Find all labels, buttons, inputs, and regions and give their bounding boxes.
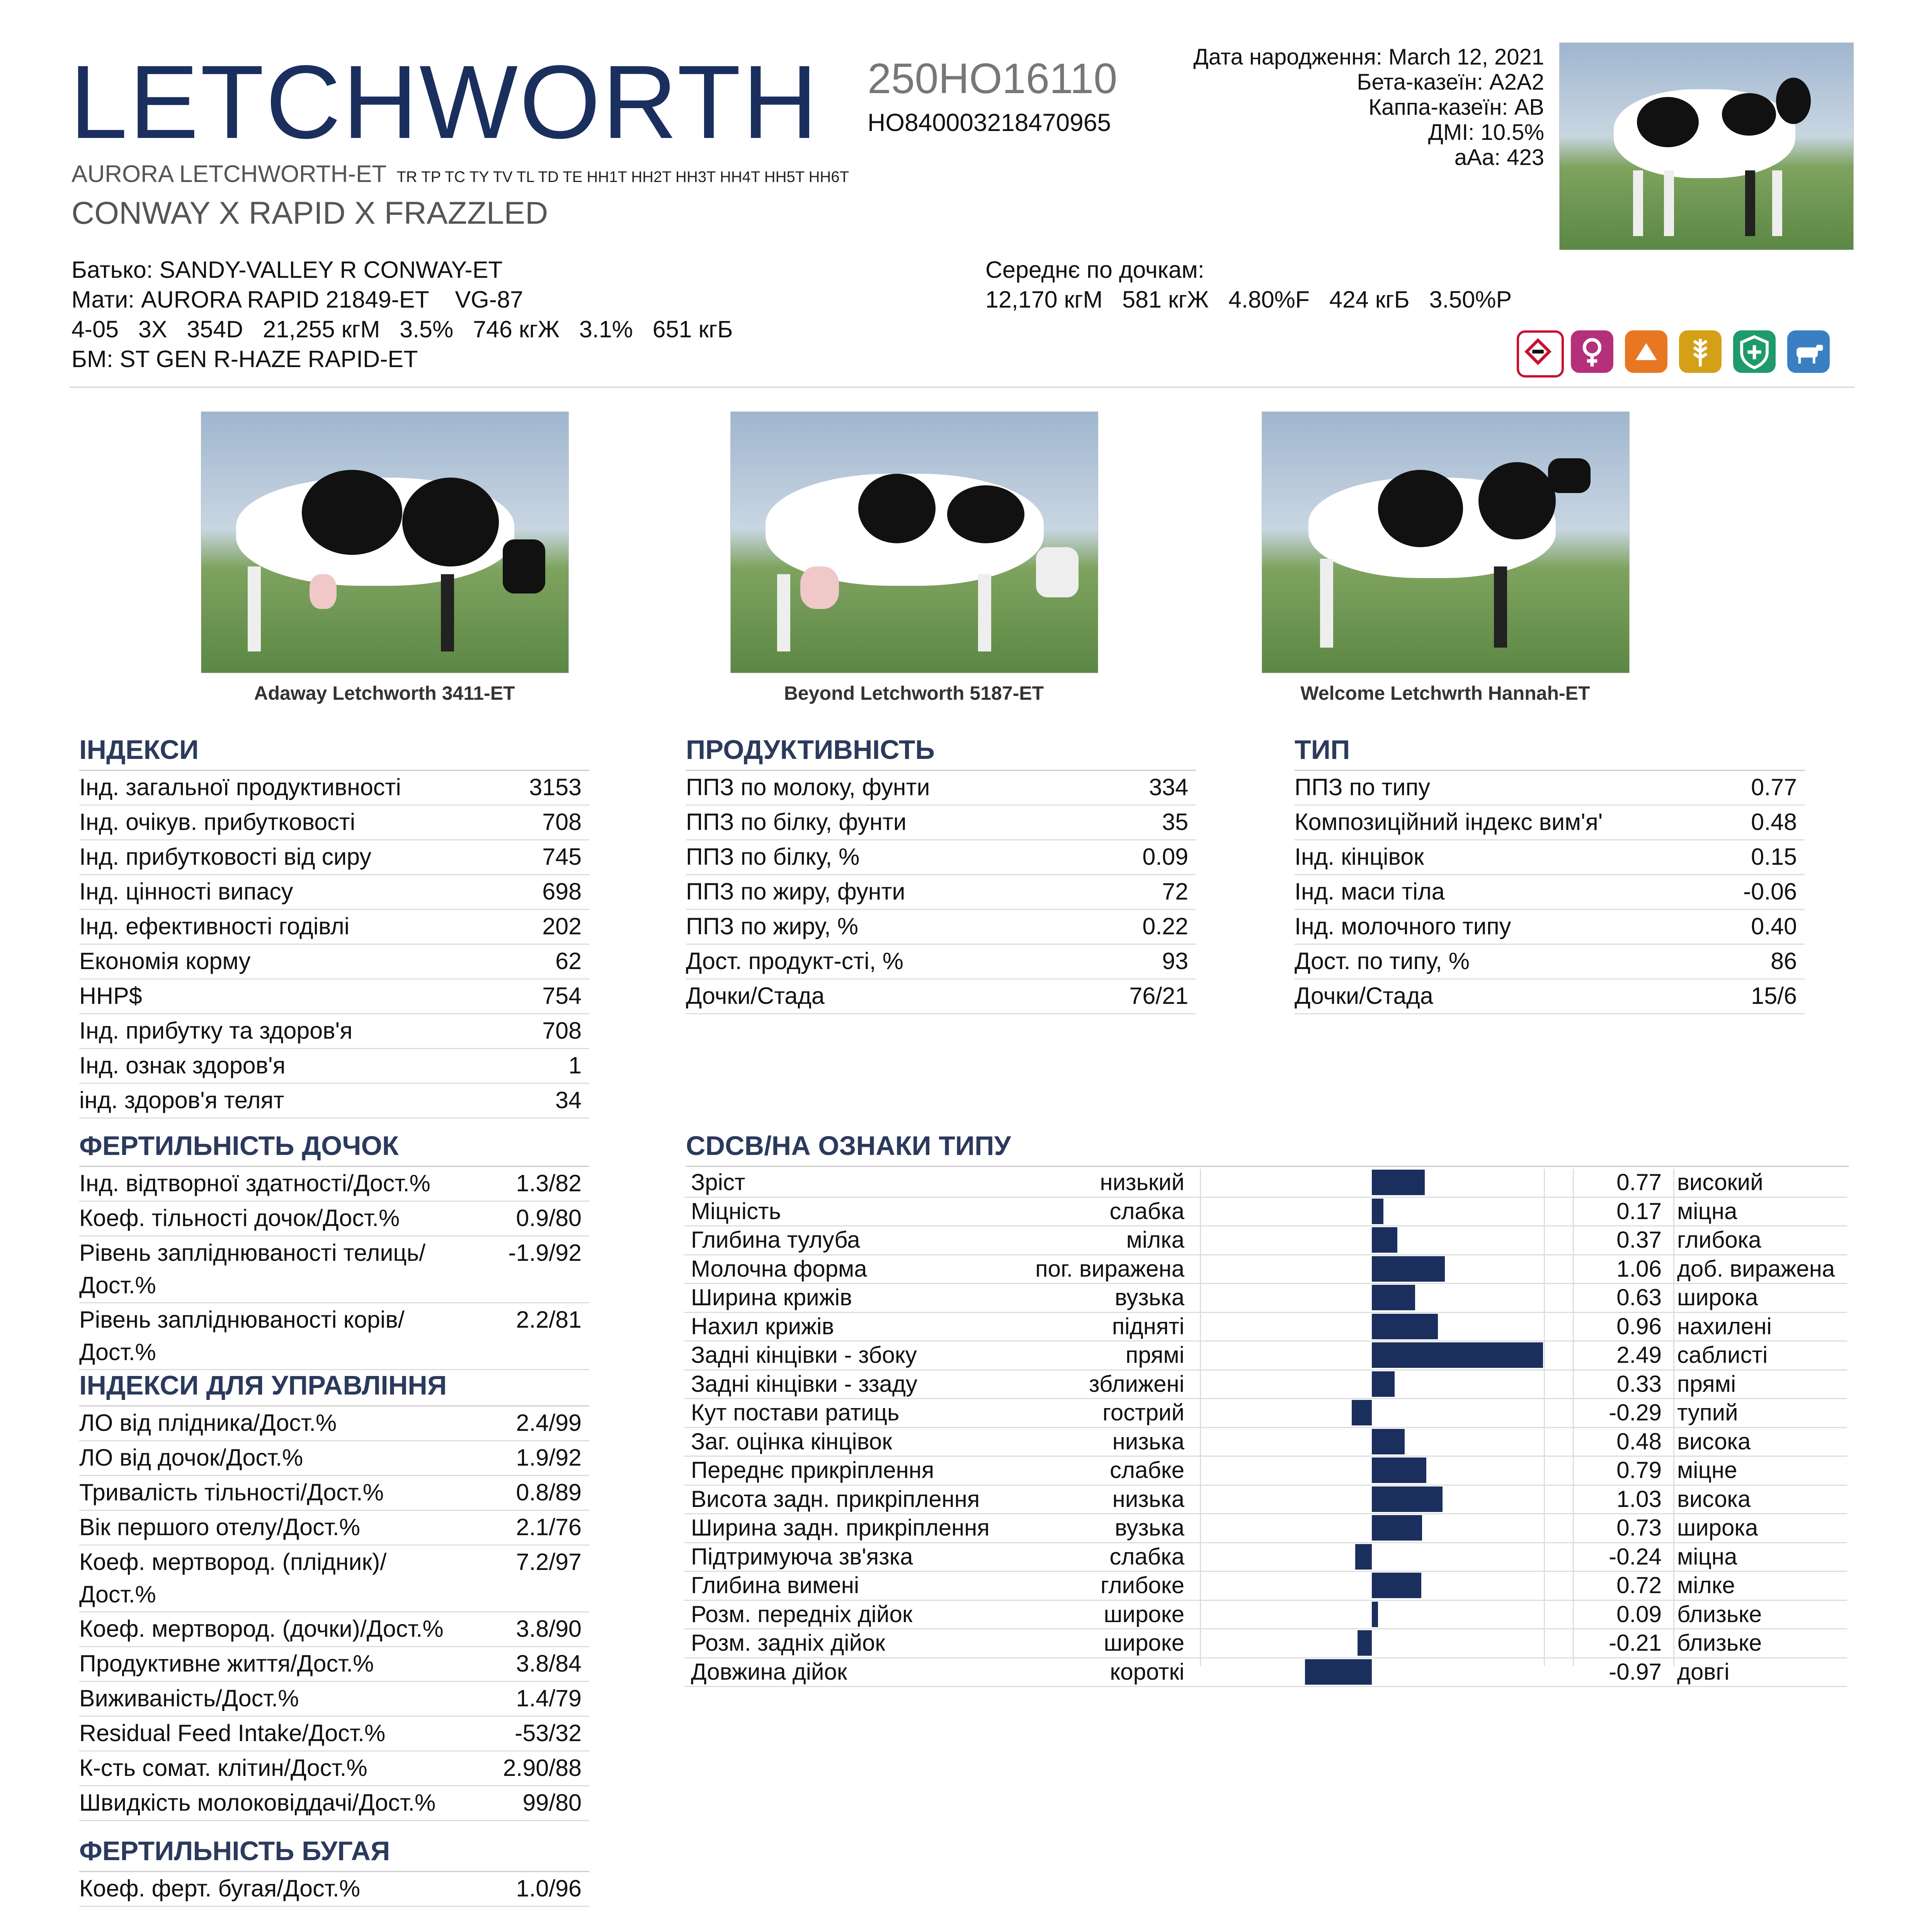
dmi: ДМІ: 10.5% (1428, 120, 1544, 145)
trait-name: Довжина дійок (691, 1658, 847, 1685)
table-row: ППЗ по жиру, фунти 72 (686, 875, 1196, 910)
type-trait-bar (1358, 1630, 1372, 1656)
naab-code: 250HO16110 (868, 55, 1118, 102)
trait-value: -0.24 (1609, 1543, 1662, 1570)
daughter-photo-1 (201, 412, 569, 673)
type-trait-row (684, 1226, 1847, 1255)
trait-high-label: широка (1677, 1284, 1758, 1310)
dam-line: Мати: AURORA RAPID 21849-ET VG-87 (71, 286, 523, 313)
trait-value: 0.09 (1616, 1601, 1662, 1627)
table-row: К-сть сомат. клітин/Дост.% 2.90/88 (79, 1752, 589, 1786)
type-title: ТИП (1295, 734, 1805, 771)
table-row: HHP$ 754 (79, 980, 589, 1014)
trait-low-label: слабка (1109, 1543, 1184, 1570)
table-row: Дочки/Стада 15/6 (1295, 980, 1805, 1014)
mgs-line: БМ: ST GEN R-HAZE RAPID-ET (71, 346, 418, 372)
table-row: ППЗ по білку, фунти 35 (686, 806, 1196, 840)
trait-high-label: доб. виражена (1677, 1255, 1835, 1282)
trait-name: Кут постави ратиць (691, 1400, 900, 1425)
daughter-fertility-title: ФЕРТИЛЬНІСТЬ ДОЧОК (79, 1130, 589, 1167)
type-trait-bar (1372, 1342, 1543, 1368)
column-divider (1544, 1169, 1545, 1666)
trait-value: 0.33 (1616, 1371, 1662, 1397)
trait-value: -0.97 (1609, 1658, 1662, 1685)
trait-high-label: прямі (1677, 1371, 1736, 1397)
registration-number: HO840003218470965 (868, 109, 1111, 136)
trait-low-label: слабке (1109, 1457, 1184, 1483)
table-row: Вік першого отелу/Дост.% 2.1/76 (79, 1511, 589, 1546)
table-row: Композиційний індекс вим'я' 0.48 (1295, 806, 1805, 840)
column-divider (1673, 1169, 1674, 1666)
pedigree-line: CONWAY X RAPID X FRAZZLED (71, 196, 548, 231)
trait-high-label: міцна (1677, 1198, 1737, 1224)
table-row: інд. здоров'я телят 34 (79, 1084, 589, 1119)
trait-high-label: близьке (1677, 1601, 1762, 1627)
health-shield-icon (1733, 330, 1776, 373)
trait-value: -0.29 (1609, 1400, 1662, 1425)
calving-ease-icon (1625, 330, 1667, 373)
dam-record: 4-05 3X 354D 21,255 кгМ 3.5% 746 кгЖ 3.1% 651 кгБ (71, 316, 733, 342)
kappa-casein: Каппа-казеїн: AB (1368, 95, 1544, 120)
type-trait-row (684, 1342, 1847, 1371)
table-row: Продуктивне життя/Дост.% 3.8/84 (79, 1647, 589, 1682)
table-row: Інд. відтворної здатності/Дост.% 1.3/82 (79, 1167, 589, 1202)
trait-high-label: міцне (1677, 1457, 1737, 1483)
type-trait-bar (1372, 1227, 1397, 1253)
table-row: Інд. цінності випасу 698 (79, 875, 589, 910)
trait-low-label: пог. виражена (1035, 1255, 1184, 1282)
type-trait-row (684, 1198, 1847, 1227)
trait-low-label: низька (1112, 1428, 1184, 1454)
type-trait-row (684, 1371, 1847, 1400)
table-row: Коеф. ферт. бугая/Дост.% 1.0/96 (79, 1872, 589, 1907)
daughter-average (985, 255, 1512, 315)
trait-name: Висота задн. прикріплення (691, 1486, 980, 1512)
gen-badge-icon (1517, 330, 1564, 378)
type-trait-bar (1372, 1515, 1422, 1541)
trait-high-label: тупий (1677, 1400, 1738, 1425)
type-trait-row (684, 1658, 1847, 1687)
trait-low-label: короткі (1110, 1658, 1184, 1685)
daughter-average-values: 12,170 кгМ 581 кгЖ 4.80%F 424 кгБ 3.50%P (985, 286, 1512, 313)
type-trait-row (684, 1572, 1847, 1601)
sire-fertility-title: ФЕРТИЛЬНІСТЬ БУГАЯ (79, 1835, 589, 1872)
type-trait-bar (1372, 1573, 1421, 1598)
trait-value: 0.63 (1616, 1284, 1662, 1310)
type-traits-title: CDCB/НА ОЗНАКИ ТИПУ (686, 1130, 1849, 1167)
trait-low-label: слабка (1109, 1198, 1184, 1224)
table-row: Інд. загальної продуктивності 3153 (79, 771, 589, 806)
trait-name: Задні кінцівки - збоку (691, 1342, 917, 1368)
trait-value: -0.21 (1609, 1630, 1662, 1656)
sire-fertility-table (79, 1872, 589, 1907)
bull-name: LETCHWORTH (70, 44, 820, 160)
type-trait-row (684, 1428, 1847, 1457)
table-row: Інд. очікув. прибутковості 708 (79, 806, 589, 840)
table-row: Виживаність/Дост.% 1.4/79 (79, 1682, 589, 1717)
table-row: Дост. продукт-сті, % 93 (686, 945, 1196, 980)
type-trait-bar (1372, 1170, 1425, 1195)
trait-low-label: мілка (1126, 1227, 1184, 1253)
photo-caption-1: Adaway Letchworth 3411-ET (254, 682, 515, 704)
table-row: Дочки/Стада 76/21 (686, 980, 1196, 1014)
trait-name: Розм. задніх дійок (691, 1630, 885, 1656)
full-name-text: AURORA LETCHWORTH-ET (71, 161, 386, 187)
table-row: Коеф. мертвород. (плідник)/ Дост.% 7.2/97 (79, 1546, 589, 1612)
female-sign-icon (1571, 330, 1613, 373)
daughter-fertility-table (79, 1167, 589, 1370)
table-row: Дост. по типу, % 86 (1295, 945, 1805, 980)
type-trait-bar (1372, 1199, 1383, 1224)
trait-low-label: вузька (1114, 1515, 1184, 1541)
type-trait-bar (1305, 1659, 1372, 1685)
type-trait-bar (1355, 1544, 1372, 1570)
type-trait-row (684, 1313, 1847, 1342)
type-trait-row (684, 1486, 1847, 1515)
haplotypes-text: TR TP TC TY TV TL TD TE HH1T HH2T HH3T HH4T HH5T HH6T (396, 168, 849, 185)
trait-high-label: глибока (1677, 1227, 1761, 1253)
type-trait-row (684, 1255, 1847, 1284)
table-row: Інд. ефективності годівлі 202 (79, 910, 589, 945)
trait-name: Міцність (691, 1198, 781, 1224)
type-trait-bar (1372, 1371, 1395, 1397)
photo-caption-3: Welcome Letchwrth Hannah-ET (1300, 682, 1590, 704)
trait-high-label: висока (1677, 1486, 1751, 1512)
trait-name: Глибина вимені (691, 1572, 859, 1598)
type-trait-bar (1372, 1429, 1405, 1454)
type-trait-bar (1372, 1285, 1415, 1310)
table-row: Інд. кінцівок 0.15 (1295, 840, 1805, 875)
trait-name: Підтримуюча зв'язка (691, 1543, 913, 1570)
trait-high-label: близьке (1677, 1630, 1762, 1656)
trait-low-label: низька (1112, 1486, 1184, 1512)
trait-name: Глибина тулуба (691, 1227, 860, 1253)
trait-icons (1517, 330, 1857, 375)
bull-photo (1559, 43, 1854, 250)
trait-name: Ширина крижів (691, 1284, 852, 1310)
trait-low-label: гострий (1102, 1400, 1184, 1425)
trait-value: 2.49 (1616, 1342, 1662, 1368)
table-row: Інд. прибутку та здоров'я 708 (79, 1014, 589, 1049)
table-row: Рівень запліднюваності корів/ Дост.% 2.2/81 (79, 1303, 589, 1370)
trait-value: 0.72 (1616, 1572, 1662, 1598)
trait-value: 0.77 (1616, 1169, 1662, 1195)
table-row: Тривалість тільності/Дост.% 0.8/89 (79, 1476, 589, 1511)
indices-title: ІНДЕКСИ (79, 734, 589, 771)
trait-high-label: міцна (1677, 1543, 1737, 1570)
type-trait-bar (1372, 1256, 1445, 1282)
trait-value: 0.17 (1616, 1198, 1662, 1224)
trait-high-label: мілке (1677, 1572, 1735, 1598)
type-traits-table (684, 1169, 1847, 1687)
type-trait-bar (1372, 1314, 1438, 1339)
table-row: Коеф. тільності дочок/Дост.% 0.9/80 (79, 1202, 589, 1236)
type-trait-bar (1372, 1458, 1426, 1483)
type-trait-bar (1352, 1400, 1372, 1425)
trait-name: Задні кінцівки - ззаду (691, 1371, 917, 1397)
trait-name: Зріст (691, 1169, 745, 1195)
trait-low-label: низький (1100, 1169, 1184, 1195)
indices-table (79, 771, 589, 1119)
trait-value: 0.79 (1616, 1457, 1662, 1483)
trait-high-label: широка (1677, 1515, 1758, 1541)
trait-value: 1.03 (1616, 1486, 1662, 1512)
beta-casein: Бета-казеїн: A2A2 (1357, 70, 1544, 95)
trait-low-label: широке (1104, 1630, 1184, 1656)
sire-line: Батько: SANDY-VALLEY R CONWAY-ET (71, 257, 503, 283)
trait-high-label: високий (1677, 1169, 1763, 1195)
trait-name: Молочна форма (691, 1255, 867, 1282)
type-trait-row (684, 1457, 1847, 1486)
trait-value: 0.96 (1616, 1313, 1662, 1339)
column-divider (1200, 1169, 1201, 1666)
parents-block (71, 255, 733, 374)
trait-value: 0.37 (1616, 1227, 1662, 1253)
table-row: ЛО від плідника/Дост.% 2.4/99 (79, 1406, 589, 1441)
trait-low-label: прямі (1125, 1342, 1184, 1368)
trait-low-label: підняті (1112, 1313, 1184, 1339)
type-trait-row (684, 1543, 1847, 1572)
column-divider (1573, 1169, 1574, 1666)
management-title: ІНДЕКСИ ДЛЯ УПРАВЛІННЯ (79, 1370, 589, 1406)
trait-name: Розм. передніх дійок (691, 1601, 913, 1627)
trait-name: Заг. оцінка кінцівок (691, 1428, 892, 1454)
trait-low-label: вузька (1114, 1284, 1184, 1310)
type-trait-row (684, 1629, 1847, 1658)
trait-high-label: нахилені (1677, 1313, 1772, 1339)
type-trait-bar (1372, 1486, 1443, 1512)
trait-low-label: глибоке (1100, 1572, 1184, 1598)
type-trait-row (684, 1514, 1847, 1543)
table-row: ППЗ по молоку, фунти 334 (686, 771, 1196, 806)
trait-name: Ширина задн. прикріплення (691, 1515, 990, 1541)
header-divider (70, 386, 1855, 388)
grain-icon (1679, 330, 1722, 373)
type-trait-row (684, 1169, 1847, 1198)
trait-high-label: довгі (1677, 1658, 1730, 1685)
trait-high-label: саблисті (1677, 1342, 1768, 1368)
table-row: Інд. молочного типу 0.40 (1295, 910, 1805, 945)
trait-name: Нахил крижів (691, 1313, 834, 1339)
table-row: Коеф. мертвород. (дочки)/Дост.% 3.8/90 (79, 1612, 589, 1647)
cow-icon (1787, 330, 1830, 373)
type-trait-row (684, 1601, 1847, 1630)
production-table (686, 771, 1196, 1014)
photo-caption-2: Beyond Letchworth 5187-ET (784, 682, 1044, 704)
table-row: ППЗ по білку, % 0.09 (686, 840, 1196, 875)
daughter-average-label: Середнє по дочкам: (985, 257, 1204, 283)
type-table (1295, 771, 1805, 1014)
trait-low-label: зближені (1089, 1371, 1184, 1397)
daughter-photo-2 (730, 412, 1098, 673)
table-row: ЛО від дочок/Дост.% 1.9/92 (79, 1441, 589, 1476)
table-row: Швидкість молоковіддачі/Дост.% 99/80 (79, 1786, 589, 1821)
table-row: Інд. ознак здоров'я 1 (79, 1049, 589, 1084)
trait-low-label: широке (1104, 1601, 1184, 1627)
table-row: ППЗ по жиру, % 0.22 (686, 910, 1196, 945)
bull-full-name (71, 160, 849, 188)
type-trait-bar (1372, 1602, 1378, 1627)
trait-value: 0.73 (1616, 1515, 1662, 1541)
type-trait-row (684, 1399, 1847, 1428)
table-row: Економія корму 62 (79, 945, 589, 980)
trait-value: 1.06 (1616, 1255, 1662, 1282)
aaa-code: aAa: 423 (1454, 145, 1544, 170)
table-row: Інд. прибутковості від сиру 745 (79, 840, 589, 875)
birth-date: Дата народження: March 12, 2021 (1193, 44, 1544, 70)
trait-high-label: висока (1677, 1428, 1751, 1454)
production-title: ПРОДУКТИВНІСТЬ (686, 734, 1196, 771)
table-row: Рівень запліднюваності телиць/ Дост.% -1.9/92 (79, 1236, 589, 1303)
table-row: Residual Feed Intake/Дост.% -53/32 (79, 1717, 589, 1752)
management-table (79, 1406, 589, 1821)
table-row: Інд. маси тіла -0.06 (1295, 875, 1805, 910)
type-trait-row (684, 1284, 1847, 1313)
daughter-photo-3 (1262, 412, 1630, 673)
table-row: ППЗ по типу 0.77 (1295, 771, 1805, 806)
trait-name: Переднє прикріплення (691, 1457, 934, 1483)
trait-value: 0.48 (1616, 1428, 1662, 1454)
birth-info (1193, 44, 1544, 170)
